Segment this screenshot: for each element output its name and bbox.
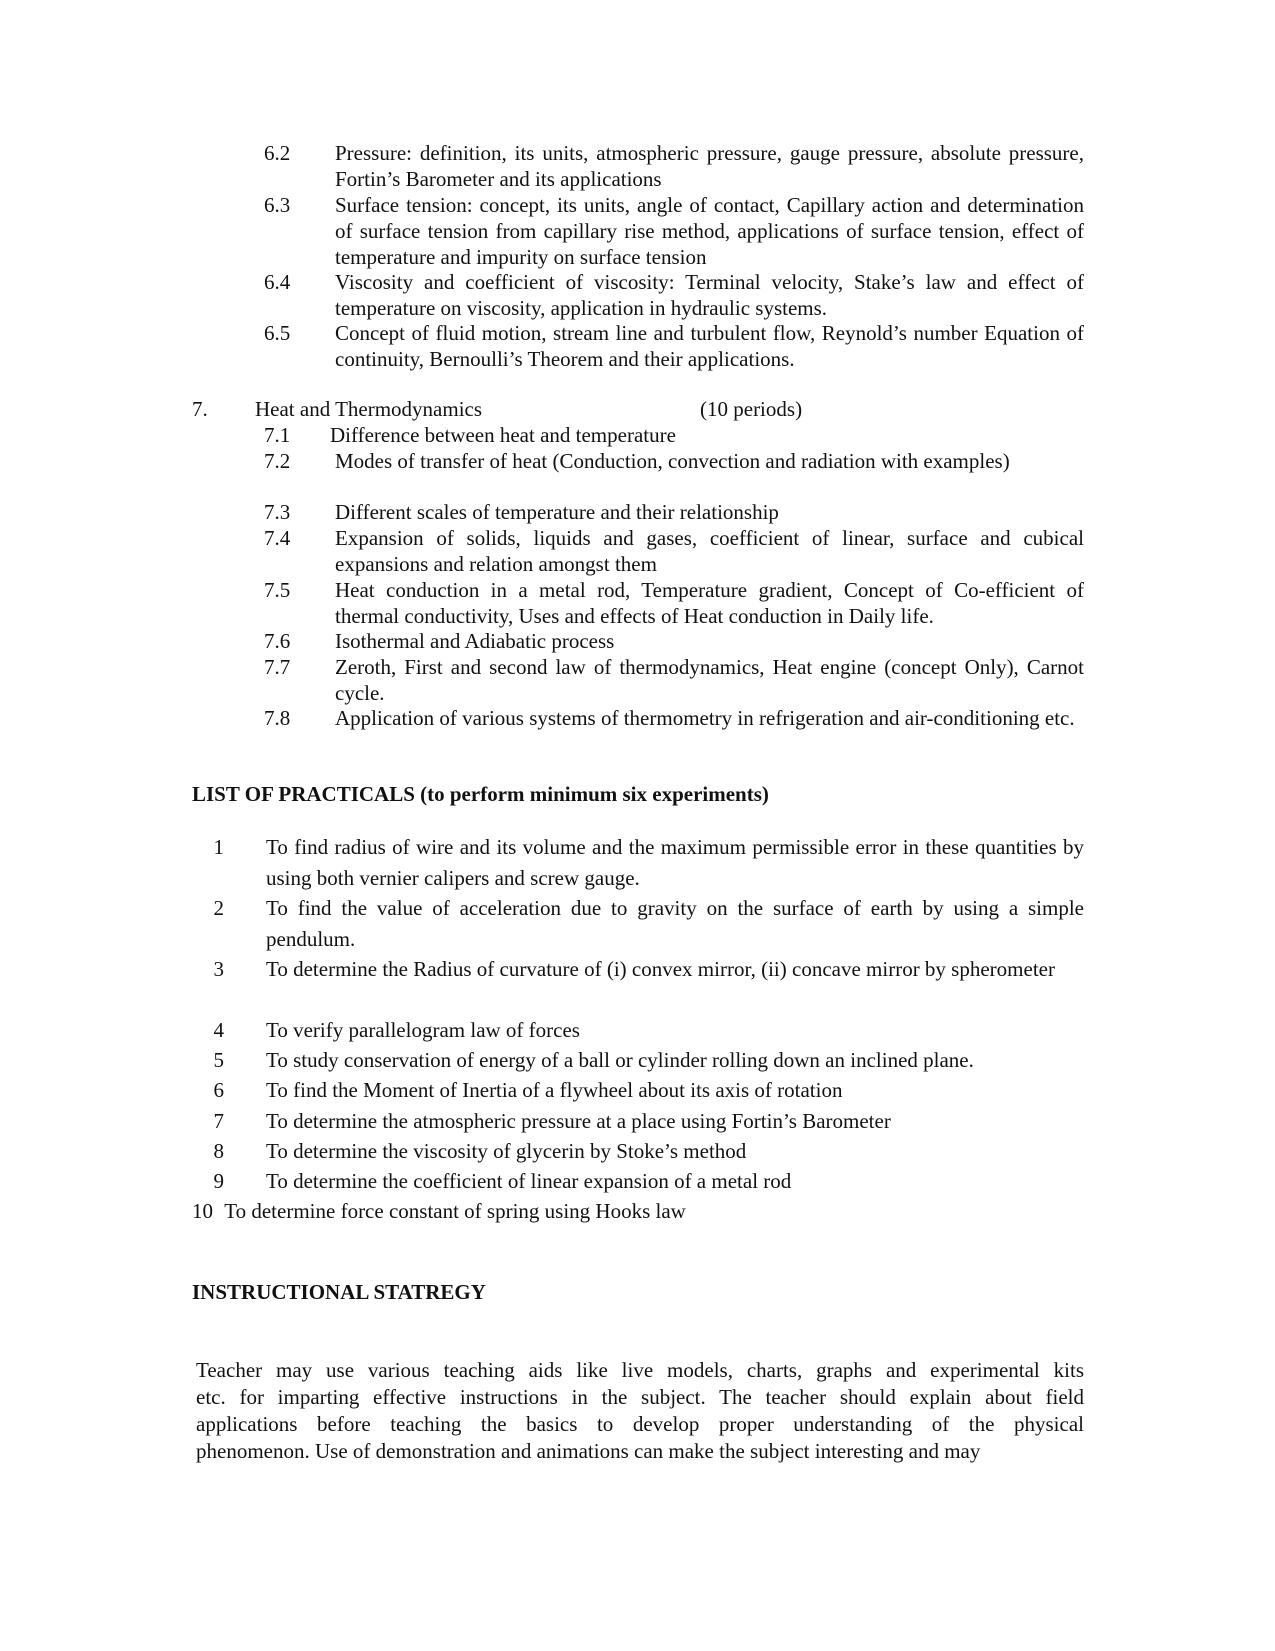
item-text: To determine the coefficient of linear expansion of a metal rod bbox=[266, 1169, 792, 1193]
item-number: 6.2 bbox=[264, 141, 291, 165]
item-number: 6 bbox=[213, 1078, 224, 1102]
item-number: 9 bbox=[213, 1169, 224, 1193]
item-text: Pressure: definition, its units, atmospheric pressure, gauge pressure, absolute pressure, Fortin’s Barometer and its applications bbox=[335, 141, 1084, 191]
item-text: Modes of transfer of heat (Conduction, convection and radiation with examples) bbox=[335, 449, 1010, 473]
item-text: To find the value of acceleration due to gravity on the surface of earth by using a simple pendulum. bbox=[266, 896, 1084, 951]
item-text: Difference between heat and temperature bbox=[330, 423, 676, 447]
practicals-heading: LIST OF PRACTICALS (to perform minimum six experiments) bbox=[192, 782, 769, 806]
item-number: 7.8 bbox=[264, 706, 291, 730]
item-number: 2 bbox=[213, 896, 224, 920]
item-text: Surface tension: concept, its units, angle of contact, Capillary action and determination of surface tension from capillary rise method, applications of surface tension, effect of temperature and impurity on surface tension bbox=[335, 193, 1084, 269]
item-number: 1 bbox=[213, 835, 224, 859]
item-number: 6.5 bbox=[264, 321, 291, 345]
item-number: 7 bbox=[213, 1109, 224, 1133]
item-number: 8 bbox=[213, 1139, 224, 1163]
section-number: 7. bbox=[192, 397, 208, 421]
item-text: Concept of fluid motion, stream line and turbulent flow, Reynold’s number Equation of continuity, Bernoulli’s Theorem and their applications. bbox=[335, 321, 1084, 371]
item-number: 7.1 bbox=[264, 423, 291, 447]
item-text: To determine the Radius of curvature of (i) convex mirror, (ii) concave mirror by spherometer bbox=[266, 957, 1055, 981]
item-number: 7.7 bbox=[264, 655, 291, 679]
item-number: 7.3 bbox=[264, 500, 291, 524]
item-text: Application of various systems of thermometry in refrigeration and air-conditioning etc. bbox=[335, 706, 1075, 730]
item-text: Different scales of temperature and their relationship bbox=[335, 500, 779, 524]
item-text: To find the Moment of Inertia of a flywheel about its axis of rotation bbox=[266, 1078, 843, 1102]
item-number: 5 bbox=[213, 1048, 224, 1072]
item-text: Zeroth, First and second law of thermodynamics, Heat engine (concept Only), Carnot cycle. bbox=[335, 655, 1084, 705]
item-number: 7.4 bbox=[264, 526, 291, 550]
section-periods: (10 periods) bbox=[700, 397, 803, 421]
paragraph-line: etc. for imparting effective instructions in the subject. The teacher should explain about field bbox=[196, 1385, 1084, 1409]
paragraph-line: applications before teaching the basics to develop proper understanding of the physical bbox=[196, 1412, 1084, 1436]
item-text: Isothermal and Adiabatic process bbox=[335, 629, 615, 653]
section-title: Heat and Thermodynamics bbox=[255, 397, 483, 421]
item-number: 7.5 bbox=[264, 578, 291, 602]
paragraph-line: phenomenon. Use of demonstration and animations can make the subject interesting and may bbox=[196, 1439, 981, 1463]
item-number: 6.3 bbox=[264, 193, 291, 217]
item-text: To determine the viscosity of glycerin by Stoke’s method bbox=[266, 1139, 747, 1163]
strategy-heading: INSTRUCTIONAL STATREGY bbox=[192, 1280, 486, 1304]
item-text: To determine force constant of spring using Hooks law bbox=[224, 1199, 686, 1223]
item-text: To find radius of wire and its volume and the maximum permissible error in these quantities by using both vernier calipers and screw gauge. bbox=[266, 835, 1084, 890]
item-number: 7.2 bbox=[264, 449, 291, 473]
item-number: 4 bbox=[213, 1018, 224, 1042]
item-text: To study conservation of energy of a ball or cylinder rolling down an inclined plane. bbox=[266, 1048, 974, 1072]
strategy-paragraph bbox=[196, 1357, 1084, 1465]
paragraph-line: Teacher may use various teaching aids like live models, charts, graphs and experimental kits bbox=[196, 1358, 1084, 1382]
item-number: 10 bbox=[192, 1199, 213, 1223]
item-text: Expansion of solids, liquids and gases, coefficient of linear, surface and cubical expansions and relation amongst them bbox=[335, 526, 1084, 576]
list-item bbox=[192, 1196, 686, 1227]
item-text: To verify parallelogram law of forces bbox=[266, 1018, 580, 1042]
item-number: 6.4 bbox=[264, 270, 291, 294]
item-text: Viscosity and coefficient of viscosity: Terminal velocity, Stake’s law and effect of temperature on viscosity, application in hydraulic systems. bbox=[335, 270, 1084, 320]
item-text: Heat conduction in a metal rod, Temperature gradient, Concept of Co-efficient of thermal conductivity, Uses and effects of Heat conduction in Daily life. bbox=[335, 578, 1084, 628]
item-number: 7.6 bbox=[264, 629, 291, 653]
item-number: 3 bbox=[213, 957, 224, 981]
item-text: To determine the atmospheric pressure at a place using Fortin’s Barometer bbox=[266, 1109, 891, 1133]
